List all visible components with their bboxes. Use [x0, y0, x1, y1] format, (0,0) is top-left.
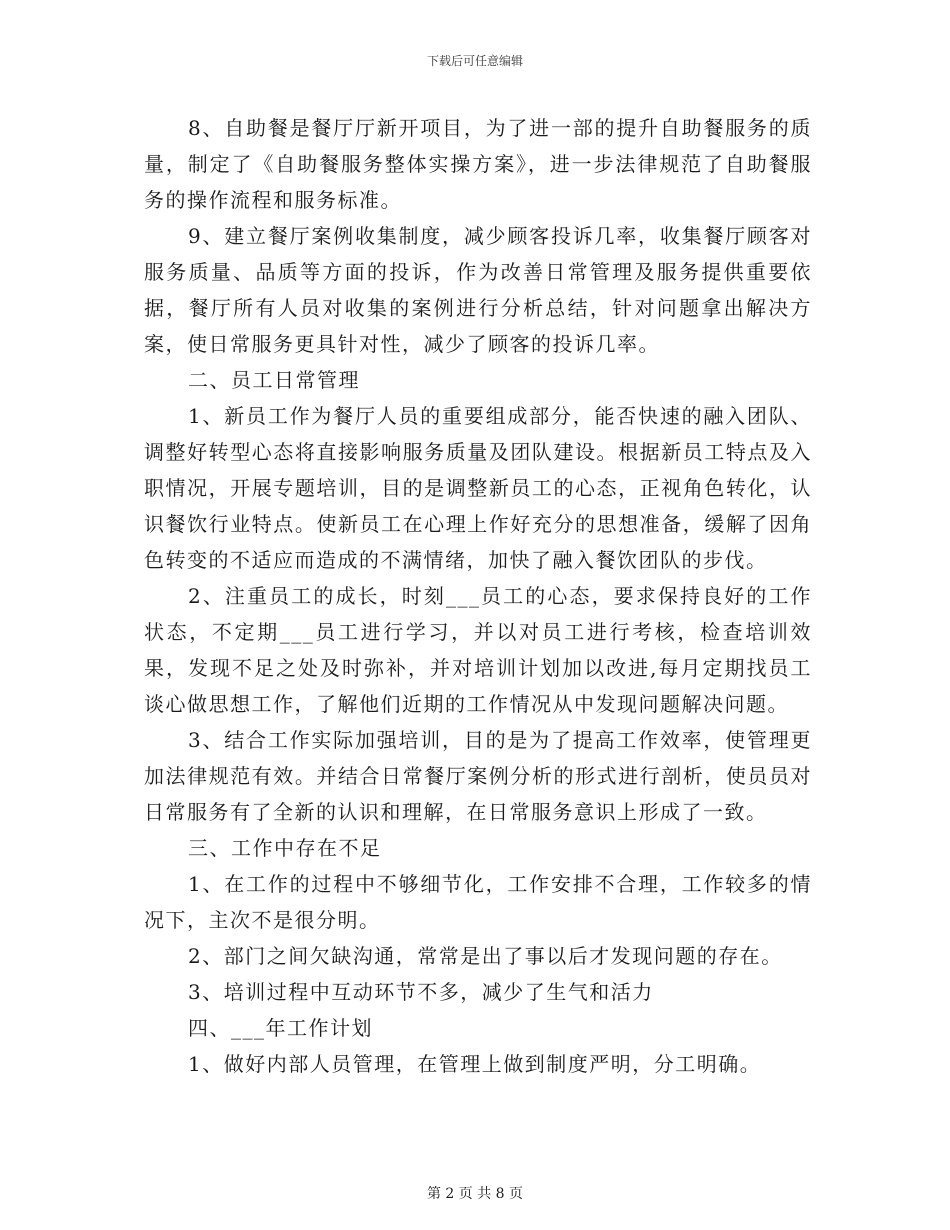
- paragraph: 8、自助餐是餐厅厅新开项目，为了进一部的提升自助餐服务的质量，制定了《自助餐服务整体实操方案》，进一步法律规范了自助餐服务的操作流程和服务标准。: [144, 116, 812, 212]
- paragraph: 2、部门之间欠缺沟通，常常是出了事以后才发现问题的存在。: [188, 944, 783, 968]
- paragraph: 1、做好内部人员管理，在管理上做到制度严明，分工明确。: [188, 1052, 762, 1076]
- paragraph: 1、在工作的过程中不够细节化，工作安排不合理，工作较多的情况下，主次不是很分明。: [144, 872, 812, 932]
- section-heading: 四、___年工作计划: [188, 1016, 373, 1040]
- paragraph: 3、培训过程中互动环节不多，减少了生气和活力: [188, 980, 654, 1004]
- paragraph: 1、新员工作为餐厅人员的重要组成部分，能否快速的融入团队、调整好转型心态将直接影响服务质量及团队建设。根据新员工特点及入职情况，开展专题培训，目的是调整新员工的心态，正视角色转化，认识餐饮行业特点。使新员工在心理上作好充分的思想准备，缓解了因角色转变的不适应而造成的不满情绪，加快了融入餐饮团队的步伐。: [144, 404, 812, 572]
- page-number: 第 2 页 共 8 页: [426, 1186, 524, 1202]
- paragraph: 9、建立餐厅案例收集制度，减少顾客投诉几率，收集餐厅顾客对服务质量、品质等方面的投诉，作为改善日常管理及服务提供重要依据，餐厅所有人员对收集的案例进行分析总结，针对问题拿出解决方案，使日常服务更具针对性，减少了顾客的投诉几率。: [144, 224, 812, 356]
- section-heading: 三、工作中存在不足: [188, 836, 382, 860]
- paragraph: 3、结合工作实际加强培训，目的是为了提高工作效率，使管理更加法律规范有效。并结合日常餐厅案例分析的形式进行剖析，使员员对日常服务有了全新的认识和理解，在日常服务意识上形成了一致。: [144, 728, 812, 824]
- page-header: 下载后可任意编辑: [426, 54, 523, 68]
- document-body: [144, 110, 812, 1082]
- paragraph: 2、注重员工的成长，时刻___员工的心态，要求保持良好的工作状态，不定期___员工进行学习，并以对员工进行考核，检查培训效果，发现不足之处及时弥补，并对培训计划加以改进,每月定期找员工谈心做思想工作，了解他们近期的工作情况从中发现问题解决问题。: [144, 584, 812, 716]
- section-heading: 二、员工日常管理: [188, 368, 360, 392]
